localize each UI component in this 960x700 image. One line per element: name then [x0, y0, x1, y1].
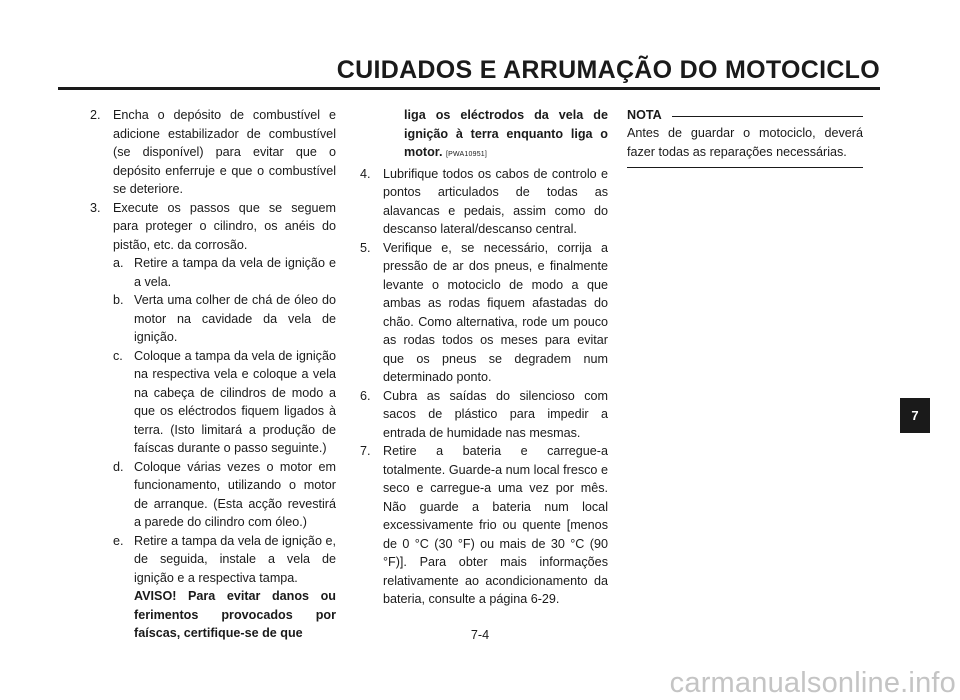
item-text: Lubrifique todos os cabos de controlo e pontos articulados de todas as alavancas e pedais, assim como do descanso lateral/descanso central.	[383, 166, 608, 236]
list-item-5	[360, 239, 608, 387]
page-title: CUIDADOS E ARRUMAÇÃO DO MOTOCICLO	[336, 56, 880, 84]
item-number: e.	[113, 533, 124, 548]
item-number: 6.	[360, 388, 371, 403]
watermark: carmanualsonline.info	[669, 667, 956, 699]
item-number: 7.	[360, 444, 371, 458]
note-heading: NOTA	[627, 106, 863, 124]
note-heading-rule	[672, 116, 863, 117]
item-text: Coloque a tampa da vela de ignição na respectiva vela e coloque a vela na cabeça de cilindros de modo a que os eléctrodos fiquem ligados à terra. (Isto limitará a produção de faíscas durante o passo seguinte.)	[134, 348, 336, 455]
list-item-3	[90, 199, 336, 255]
column-2	[360, 106, 608, 609]
sub-item-a	[113, 254, 336, 291]
item-number: d.	[113, 459, 124, 474]
list-item-2	[90, 106, 336, 199]
item-text: Retire a tampa da vela de ignição e, de seguida, instale a vela de ignição e a respectiva tampa.	[134, 533, 336, 585]
item-text: Encha o depósito de combustível e adicione estabilizador de combustível (se disponível) para evitar que o depósito enferruje e que o combustível se deteriore.	[113, 108, 336, 196]
item-text: Retire a bateria e carregue-a totalmente. Guarde-a num local fresco e seco e carregue-a uma vez por mês. Não guarde a bateria num local excessivamente frio ou quente [menos de 0 °C (30 °F) ou mais de 30 °C (90 °F)]. Para obter mais informações relativamente ao acondicionamento da bateria, consulte a página 6-29.	[383, 444, 608, 606]
note-box	[627, 106, 863, 168]
header-rule	[58, 87, 880, 90]
list-item-4	[360, 165, 608, 239]
list-item-7	[360, 442, 608, 609]
sub-item-c	[113, 347, 336, 458]
item-number: 5.	[360, 240, 371, 255]
item-number: c.	[113, 348, 123, 363]
item-number: 4.	[360, 166, 371, 181]
column-1	[90, 106, 336, 643]
item-number: b.	[113, 293, 124, 307]
item-text: Verifique e, se necessário, corrija a pressão de ar dos pneus, e finalmente levante o motociclo de modo a que ambas as rodas fiquem afastadas do chão. Como alternativa, rode um pouco as rodas todos os meses para evitar que os pneus se degradem num determinado ponto.	[383, 240, 608, 384]
item-text: Verta uma colher de chá de óleo do motor na cavidade da vela de ignição.	[134, 293, 336, 344]
item-number: 2.	[90, 108, 101, 122]
chapter-tab: 7	[900, 398, 930, 433]
item-text: Cubra as saídas do silencioso com sacos de plástico para impedir a entrada de humidade nas mesmas.	[383, 388, 608, 440]
item-text: Execute os passos que se seguem para proteger o cilindro, os anéis do pistão, etc. da corrosão.	[113, 200, 336, 252]
item-number: 3.	[90, 200, 101, 215]
page-number: 7-4	[470, 628, 490, 642]
warning-continuation: liga os eléctrodos da vela de ignição à terra enquanto liga o motor. [PWA10951]	[404, 108, 608, 159]
warning-code: [PWA10951]	[445, 151, 488, 158]
item-text: Retire a tampa da vela de ignição e a vela.	[134, 256, 336, 289]
sub-item-d	[113, 458, 336, 532]
sub-item-b	[113, 291, 336, 347]
note-text: Antes de guardar o motociclo, deverá fazer todas as reparações necessárias.	[627, 126, 863, 159]
item-text: Coloque várias vezes o motor em funcionamento, utilizando o motor de arranque. (Esta acção revestirá a parede do cilindro com óleo.)	[134, 459, 336, 529]
sub-item-e	[113, 532, 336, 643]
note-bottom-rule	[627, 167, 863, 168]
item-number: a.	[113, 256, 124, 270]
list-item-6	[360, 387, 608, 443]
warning-text: AVISO! Para evitar danos ou ferimentos provocados por faíscas, certifique-se de que	[134, 589, 336, 640]
